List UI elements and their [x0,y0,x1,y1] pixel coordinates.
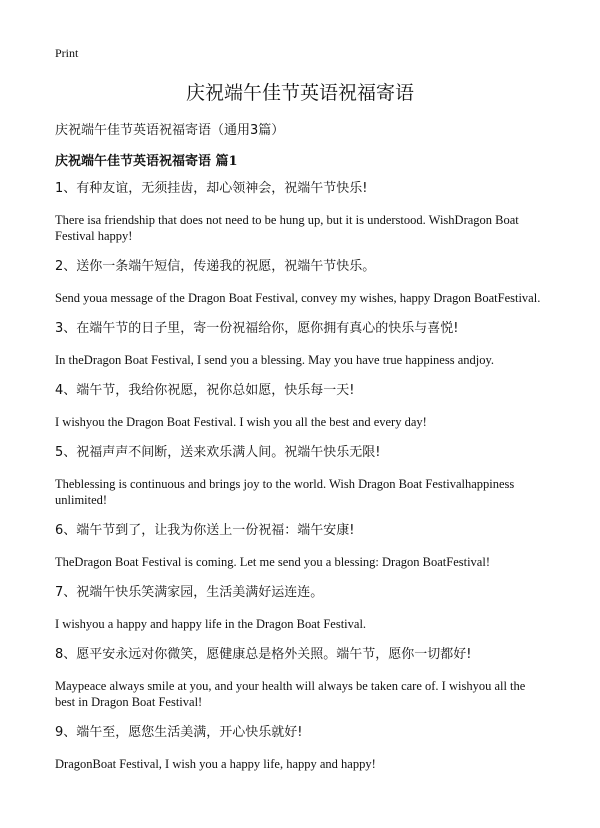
section-heading: 庆祝端午佳节英语祝福寄语 篇1 [55,154,238,169]
english-translation: There isa friendship that does not need to be hung up, but it is understood. WishDragon Boat Festival happy! [55,213,519,243]
chinese-blessing: 7、祝端午快乐笑满家园，生活美满好运连连。 [55,585,324,600]
english-translation: TheDragon Boat Festival is coming. Let me send you a blessing: Dragon BoatFestival! [55,555,490,569]
page-title: 庆祝端午佳节英语祝福寄语 [185,82,414,104]
chinese-blessing: 9、端午至，愿您生活美满，开心快乐就好! [55,725,303,740]
chinese-blessing: 5、祝福声声不间断，送来欢乐满人间。祝端午快乐无限! [55,445,381,460]
english-translation: I wishyou a happy and happy life in the Dragon Boat Festival. [55,617,367,631]
list-item [55,724,545,772]
list-item [55,646,545,710]
english-translation: Theblessing is continuous and brings joy to the world. Wish Dragon Boat Festivalhappiness unlimited! [55,477,515,507]
print-link[interactable]: Print [55,46,79,60]
list-item [55,444,545,508]
list-item [55,584,545,632]
list-item [55,522,545,570]
english-translation: I wishyou the Dragon Boat Festival. I wish you all the best and every day! [55,415,427,429]
english-translation: In theDragon Boat Festival, I send you a blessing. May you have true happiness andjoy. [55,353,495,367]
list-item [55,320,545,368]
chinese-blessing: 4、端午节，我给你祝愿，祝你总如愿，快乐每一天! [55,383,355,398]
english-translation: DragonBoat Festival, I wish you a happy life, happy and happy! [55,757,376,771]
blessing-list [55,180,545,786]
english-translation: Send youa message of the Dragon Boat Festival, convey my wishes, happy Dragon BoatFestival. [55,291,541,305]
chinese-blessing: 1、有种友谊，无须挂齿，却心领神会，祝端午节快乐! [55,181,368,196]
chinese-blessing: 2、送你一条端午短信，传递我的祝愿，祝端午节快乐。 [55,259,376,274]
chinese-blessing: 6、端午节到了，让我为你送上一份祝福：端午安康! [55,523,355,538]
list-item [55,258,545,306]
list-item [55,180,545,244]
chinese-blessing: 8、愿平安永远对你微笑，愿健康总是格外关照。端午节，愿你一切都好! [55,647,472,662]
english-translation: Maypeace always smile at you, and your health will always be taken care of. I wishyou all the best in Dragon Boat Festival! [55,679,526,709]
list-item [55,382,545,430]
chinese-blessing: 3、在端午节的日子里，寄一份祝福给你，愿你拥有真心的快乐与喜悦! [55,321,459,336]
document-subtitle: 庆祝端午佳节英语祝福寄语（通用3篇） [55,123,285,138]
